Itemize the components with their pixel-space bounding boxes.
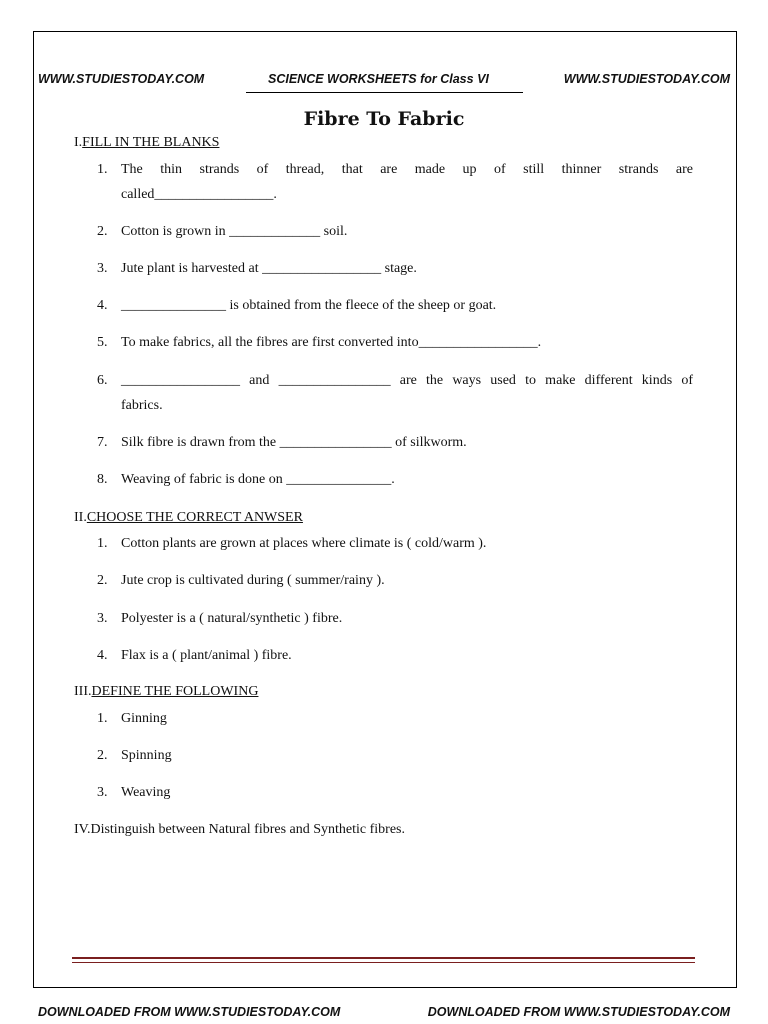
header-worksheet-title: SCIENCE WORKSHEETS for Class VI (268, 72, 489, 86)
footer-divider (72, 957, 695, 963)
list-item-text: Flax is a ( plant/animal ) fibre. (121, 648, 292, 663)
list-item-text: Jute crop is cultivated during ( summer/rainy ). (121, 573, 385, 588)
section-heading-define: III.DEFINE THE FOLLOWING (74, 684, 259, 699)
list-item-text: The thin strands of thread, that are made up of still thinner strands are (121, 162, 693, 177)
list-item-text: Spinning (121, 748, 172, 763)
section-distinguish: IV.Distinguish between Natural fibres and Synthetic fibres. (74, 822, 406, 837)
header-left-site: WWW.STUDIESTODAY.COM (38, 72, 205, 86)
list-item-text: _______________ is obtained from the fleece of the sheep or goat. (121, 298, 497, 313)
list-item-text: Weaving of fabric is done on _______________. (121, 472, 395, 487)
list-item-text: Ginning (121, 711, 167, 726)
section-heading-fill-blanks: I.FILL IN THE BLANKS (74, 135, 220, 150)
list-item-text: _________________ and ________________ are the ways used to make different kinds of (121, 373, 693, 388)
section-heading-choose-answer: II.CHOOSE THE CORRECT ANWSER (74, 510, 303, 525)
header-right-site: WWW.STUDIESTODAY.COM (563, 72, 730, 86)
list-item-text-cont: fabrics. (121, 398, 163, 413)
footer-right-link: DOWNLOADED FROM WWW.STUDIESTODAY.COM (427, 1005, 730, 1019)
list-item-text: Jute plant is harvested at _________________ stage. (121, 261, 417, 276)
list-item-text: Cotton plants are grown at places where climate is ( cold/warm ). (121, 536, 487, 551)
page-title: Fibre To Fabric (303, 108, 465, 130)
list-item-text: Weaving (121, 785, 171, 800)
list-item-text: Silk fibre is drawn from the ________________ of silkworm. (121, 435, 467, 450)
list-item-text-cont: called_________________. (121, 187, 277, 202)
footer-left-link: DOWNLOADED FROM WWW.STUDIESTODAY.COM (38, 1005, 341, 1019)
list-item-text: To make fabrics, all the fibres are first converted into_________________. (121, 335, 542, 350)
list-item-text: Cotton is grown in _____________ soil. (121, 224, 348, 239)
header-underline (246, 92, 523, 93)
list-item-text: Polyester is a ( natural/synthetic ) fibre. (121, 611, 343, 626)
